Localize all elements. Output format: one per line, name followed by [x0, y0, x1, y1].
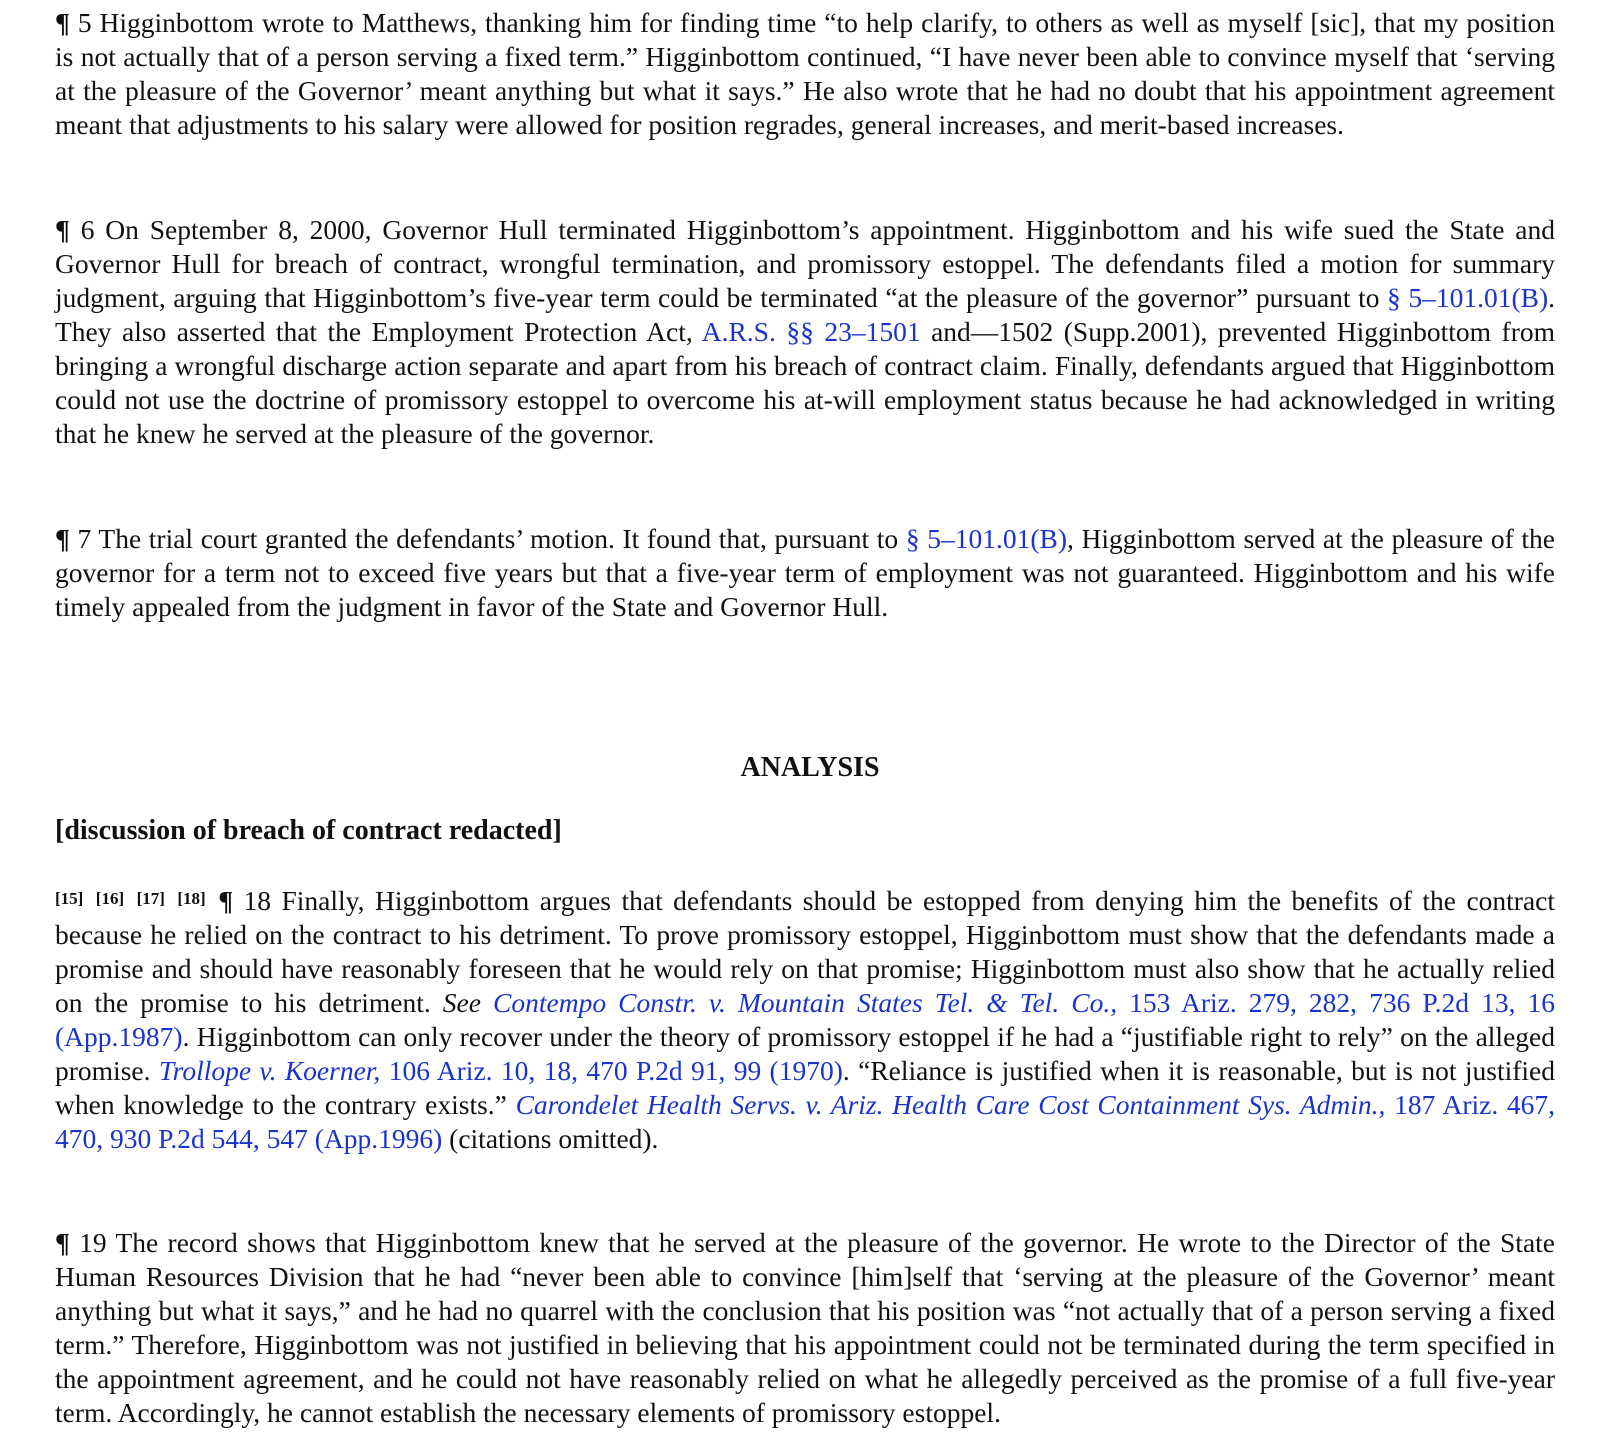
paragraph-number: 6	[80, 214, 95, 245]
headnote-link-16[interactable]: [16]	[95, 889, 125, 908]
paragraph-text: (citations omitted).	[449, 1123, 659, 1154]
paragraph-number: 7	[77, 523, 92, 554]
signal-see: See	[442, 987, 481, 1018]
pilcrow-mark: ¶	[55, 523, 70, 554]
paragraph-18	[55, 882, 1555, 1156]
pilcrow-mark: ¶	[218, 885, 234, 916]
statute-link-ars-23-1501[interactable]: A.R.S. §§ 23–1501	[701, 316, 921, 347]
paragraph-number: 18	[243, 885, 272, 916]
citation-link-trollope[interactable]: 106 Ariz. 10, 18, 470 P.2d 91, 99 (1970)	[388, 1055, 843, 1086]
paragraph-text: Higginbottom wrote to Matthews, thanking him for finding time “to help clarify, to others as well as myself [sic], that my position is not actually that of a person serving a fixed term.” Higginbottom continued, “I have never been able to convince myself that ‘serving at the pleasure of the Governor’ meant anything but what it says.” He also wrote that he had no doubt that his appointment agreement meant that adjustments to his salary were allowed for position regrades, general increases, and merit-based increases.	[55, 7, 1555, 140]
paragraph-text: On September 8, 2000, Governor Hull terminated Higginbottom’s appointment. Higginbottom and his wife sued the State and Governor Hull for breach of contract, wrongful termination, and promissory estoppel. The defendants filed a motion for summary judgment, arguing that Higginbottom’s five-year term could be terminated “at the pleasure of the governor” pursuant to	[55, 214, 1555, 313]
citation-link-contempo[interactable]: 153 Ariz. 279, 282, 736 P.2d 13, 16 (App.1987)	[55, 987, 1556, 1052]
paragraph-text: and—1502 (Supp.2001), prevented Higginbottom from bringing a wrongful discharge action separate and apart from his breach of contract claim. Finally, defendants argued that Higginbottom could not use the doctrine of promissory estoppel to overcome his at-will employment status because he had acknowledged in writing that he knew he served at the pleasure of the governor.	[55, 316, 1555, 449]
case-link-trollope[interactable]: Trollope v. Koerner,	[158, 1055, 381, 1086]
analysis-heading: ANALYSIS	[740, 752, 880, 783]
paragraph-text: , Higginbottom served at the pleasure of the governor for a term not to exceed five years but that a five-year term of employment was not guaranteed. Higginbottom and his wife timely appealed from the judgment in favor of the State and Governor Hull.	[55, 523, 1555, 622]
paragraph-7	[55, 522, 1555, 624]
headnote-link-18[interactable]: [18]	[177, 889, 206, 908]
paragraph-number: 19	[79, 1227, 107, 1258]
statute-link-5-101-01b[interactable]: § 5–101.01(B)	[1387, 282, 1549, 313]
paragraph-5	[55, 6, 1555, 142]
case-link-contempo[interactable]: Contempo Constr. v. Mountain States Tel. & Tel. Co.,	[493, 987, 1118, 1018]
paragraph-text: . They also asserted that the Employment Protection Act,	[55, 282, 1555, 347]
paragraph-text: Finally, Higginbottom argues that defendants should be estopped from denying him the benefits of the contract because he relied on the contract to his detriment. To prove promissory estoppel, Higginbottom must show that the defendants made a promise and should have reasonably foreseen that he would rely on that promise; Higginbottom must also show that he actually relied on the promise to his detriment.	[55, 885, 1556, 1018]
pilcrow-mark: ¶	[55, 1227, 70, 1258]
paragraph-19	[55, 1226, 1555, 1430]
pilcrow-mark: ¶	[55, 7, 70, 38]
headnote-link-17[interactable]: [17]	[136, 889, 165, 908]
statute-link-5-101-01b[interactable]: § 5–101.01(B)	[905, 523, 1067, 554]
paragraph-number: 5	[77, 7, 92, 38]
paragraph-text: . Higginbottom can only recover under the theory of promissory estoppel if he had a “justifiable right to rely” on the alleged promise.	[55, 1021, 1555, 1086]
paragraph-text: The record shows that Higginbottom knew that he served at the pleasure of the governor. He wrote to the Director of the State Human Resources Division that he had “never been able to convince [him]self that ‘serving at the pleasure of the Governor’ meant anything but what it says,” and he had no quarrel with the conclusion that his position was “not actually that of a person serving a fixed term.” Therefore, Higginbottom was not justified in believing that his appointment could not be terminated during the term specified in the appointment agreement, and he could not have reasonably relied on what he allegedly perceived as the promise of a full five-year term. Accordingly, he cannot establish the necessary elements of promissory estoppel.	[55, 1227, 1555, 1428]
pilcrow-mark: ¶	[55, 214, 70, 245]
headnote-link-15[interactable]: [15]	[55, 889, 84, 908]
paragraph-text: The trial court granted the defendants’ motion. It found that, pursuant to	[98, 523, 899, 554]
case-link-carondelet[interactable]: Carondelet Health Servs. v. Ariz. Health Care Cost Containment Sys. Admin.,	[515, 1089, 1386, 1120]
citation-link-carondelet[interactable]: 187 Ariz. 467, 470, 930 P.2d 544, 547 (App.1996)	[55, 1089, 1556, 1154]
paragraph-text: . “Reliance is justified when it is reasonable, but is not justified when knowledge to the contrary exists.”	[55, 1055, 1555, 1120]
redacted-note: [discussion of breach of contract redacted]	[55, 815, 562, 846]
paragraph-6	[55, 213, 1555, 451]
